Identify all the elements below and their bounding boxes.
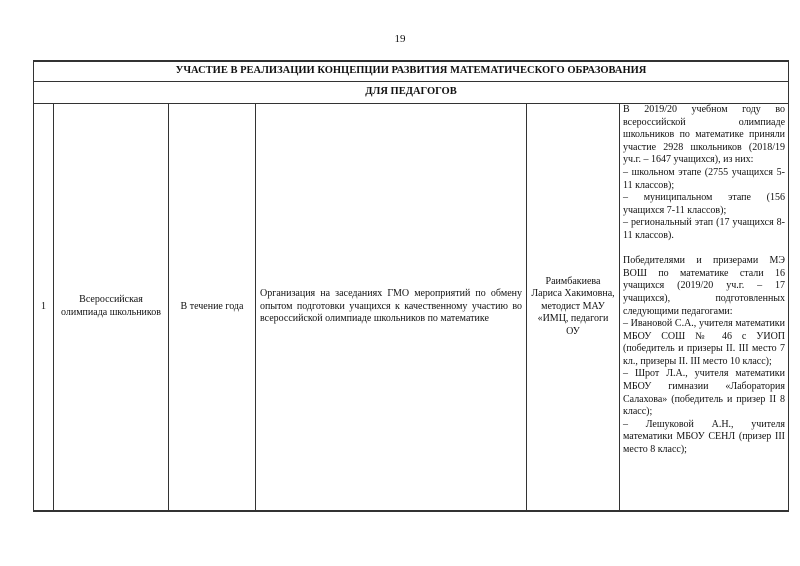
table-title: УЧАСТИЕ В РЕАЛИЗАЦИИ КОНЦЕПЦИИ РАЗВИТИЯ МАТЕМАТИЧЕСКОГО ОБРАЗОВАНИЯ (34, 61, 789, 82)
result-intro: В 2019/20 учебном году во всероссийской олимпиаде школьников по математике приняли участие 2928 школьников (2018/19 уч.г. – 1647 учащихся), из них: (623, 104, 786, 166)
activity-table (33, 60, 789, 512)
teacher-entry: – Лешуковой А.Н., учителя математики МБОУ СЕНЛ (призер III место 8 класс); (623, 418, 786, 456)
table-section-title: ДЛЯ ПЕДАГОГОВ (34, 82, 789, 104)
winners-intro: Победителями и призерами МЭ ВОШ по математике стали 16 учащихся (2019/20 уч.г. – 17 учащихся), подготовленных следующими педагогами: (623, 255, 786, 317)
teacher-entry: – Шрот Л.А., учителя математики МБОУ гимназии «Лаборатория Салахова» (победитель и призер II 8 класс); (623, 368, 786, 418)
event-period: В течение года (169, 104, 256, 512)
result-stage: – региональный этап (17 учащихся 8-11 классов). (623, 217, 786, 241)
result-stage: – школьном этапе (2755 учащихся 5-11 классов); (623, 166, 786, 191)
event-result (620, 104, 789, 512)
page-number: 19 (394, 33, 406, 45)
result-stage: – муниципальном этапе (156 учащихся 7-11 классов); (623, 192, 786, 216)
responsible-person: Раимбакиева Лариса Хакимовна, методист МАУ «ИМЦ, педагоги ОУ (527, 104, 620, 512)
event-name: Всероссийская олимпиада школьников (54, 104, 169, 512)
table-title-row (34, 61, 789, 82)
teacher-entry: – Ивановой С.А., учителя математики МБОУ СОШ № 46 с УИОП (победитель и призеры II. III место 7 кл., призеры II. III место 10 класс); (623, 318, 786, 367)
paragraph-gap (623, 243, 785, 256)
table-section-row (34, 82, 789, 104)
row-number: 1 (34, 104, 54, 512)
event-description: Организация на заседаниях ГМО мероприятий по обмену опытом подготовки учащихся к качественному участию во всероссийской олимпиаде школьников по математике (256, 104, 527, 512)
table-row (34, 104, 789, 512)
